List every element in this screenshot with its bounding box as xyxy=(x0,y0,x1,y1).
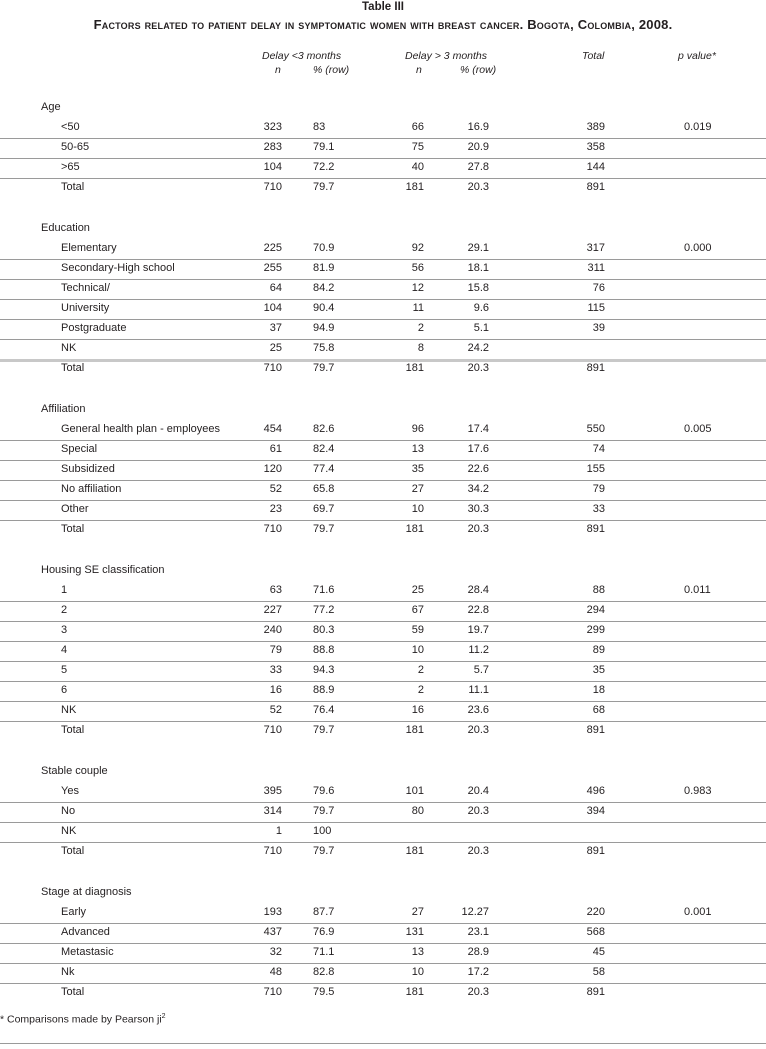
cell-n-lt3: 52 xyxy=(269,704,282,716)
cell-n-gt3: 27 xyxy=(411,483,424,495)
cell-n-gt3: 181 xyxy=(405,362,424,374)
row-label: 5 xyxy=(61,664,68,676)
header-n-1: n xyxy=(275,64,281,76)
row-label: Yes xyxy=(61,785,79,797)
row-label: Total xyxy=(61,523,85,535)
cell-pct-gt3: 20.4 xyxy=(467,785,489,797)
row-label: Early xyxy=(61,906,87,918)
row-label: Total xyxy=(61,845,85,857)
table-total-row xyxy=(0,721,766,741)
row-label: 1 xyxy=(61,584,68,596)
cell-pct-gt3: 22.6 xyxy=(467,463,489,475)
cell-total: 220 xyxy=(586,906,605,918)
cell-n-gt3: 35 xyxy=(411,463,424,475)
cell-n-lt3: 227 xyxy=(263,604,282,616)
cell-n-lt3: 710 xyxy=(263,845,282,857)
cell-pct-gt3: 12.27 xyxy=(461,906,489,918)
header-delay-gt3: Delay > 3 months xyxy=(405,50,488,62)
cell-n-lt3: 710 xyxy=(263,362,282,374)
cell-total: 891 xyxy=(586,181,605,193)
row-label: 4 xyxy=(61,644,68,656)
cell-n-lt3: 23 xyxy=(269,503,282,515)
row-label: 50-65 xyxy=(61,141,90,153)
table-total-row xyxy=(0,842,766,862)
section-title: Education xyxy=(41,222,90,234)
cell-total: 294 xyxy=(586,604,605,616)
cell-pct-lt3: 84.2 xyxy=(313,282,335,294)
cell-n-lt3: 37 xyxy=(269,322,282,334)
cell-n-gt3: 92 xyxy=(411,242,424,254)
table-row xyxy=(0,782,766,803)
table-row xyxy=(0,480,766,501)
section-title: Stage at diagnosis xyxy=(41,886,132,898)
row-label: Postgraduate xyxy=(61,322,127,334)
table-row xyxy=(0,420,766,441)
table-row xyxy=(0,299,766,320)
cell-n-gt3: 66 xyxy=(411,121,424,133)
cell-pct-lt3: 90.4 xyxy=(313,302,335,314)
table-row xyxy=(0,118,766,139)
cell-pct-gt3: 23.1 xyxy=(467,926,489,938)
cell-pct-lt3: 71.6 xyxy=(313,584,335,596)
cell-n-lt3: 283 xyxy=(263,141,282,153)
cell-pct-gt3: 16.9 xyxy=(467,121,489,133)
cell-n-gt3: 96 xyxy=(411,423,424,435)
table-row xyxy=(0,259,766,280)
cell-total: 89 xyxy=(592,644,605,656)
cell-pct-lt3: 83 xyxy=(313,121,326,133)
footnote-superscript: 2 xyxy=(161,1013,166,1020)
cell-pct-gt3: 17.2 xyxy=(467,966,489,978)
cell-pct-lt3: 71.1 xyxy=(313,946,335,958)
cell-n-lt3: 120 xyxy=(263,463,282,475)
cell-pct-lt3: 79.7 xyxy=(313,523,335,535)
row-label: Nk xyxy=(61,966,75,978)
table-row xyxy=(0,963,766,984)
table-total-row xyxy=(0,983,766,1003)
cell-pct-gt3: 22.8 xyxy=(467,604,489,616)
cell-n-lt3: 240 xyxy=(263,624,282,636)
cell-n-gt3: 10 xyxy=(411,503,424,515)
section-title: Affiliation xyxy=(41,403,86,415)
table-row xyxy=(0,661,766,682)
cell-n-gt3: 16 xyxy=(411,704,424,716)
cell-pct-lt3: 94.9 xyxy=(313,322,335,334)
cell-total: 79 xyxy=(592,483,605,495)
cell-pct-gt3: 24.2 xyxy=(467,342,489,354)
cell-pct-lt3: 77.4 xyxy=(313,463,335,475)
cell-n-lt3: 64 xyxy=(269,282,282,294)
cell-n-gt3: 181 xyxy=(405,986,424,998)
cell-n-lt3: 225 xyxy=(263,242,282,254)
table-row xyxy=(0,460,766,481)
cell-p-value: 0.001 xyxy=(684,906,712,918)
cell-p-value: 0.000 xyxy=(684,242,712,254)
footnote xyxy=(0,1013,166,1026)
cell-total: 74 xyxy=(592,443,605,455)
section-title: Stable couple xyxy=(41,765,108,777)
cell-pct-gt3: 29.1 xyxy=(467,242,489,254)
cell-total: 58 xyxy=(592,966,605,978)
cell-pct-gt3: 19.7 xyxy=(467,624,489,636)
cell-pct-lt3: 81.9 xyxy=(313,262,335,274)
cell-pct-lt3: 79.1 xyxy=(313,141,335,153)
cell-pct-lt3: 76.9 xyxy=(313,926,335,938)
cell-pct-lt3: 79.7 xyxy=(313,724,335,736)
cell-pct-gt3: 17.4 xyxy=(467,423,489,435)
cell-pct-gt3: 15.8 xyxy=(467,282,489,294)
cell-n-gt3: 40 xyxy=(411,161,424,173)
row-label: 2 xyxy=(61,604,68,616)
cell-n-gt3: 59 xyxy=(411,624,424,636)
header-n-2: n xyxy=(416,64,422,76)
cell-n-lt3: 1 xyxy=(275,825,282,837)
cell-total: 891 xyxy=(586,986,605,998)
cell-total: 88 xyxy=(592,584,605,596)
cell-pct-lt3: 76.4 xyxy=(313,704,335,716)
cell-pct-gt3: 23.6 xyxy=(467,704,489,716)
cell-pct-lt3: 69.7 xyxy=(313,503,335,515)
row-label: General health plan - employees xyxy=(61,423,220,435)
table-row xyxy=(0,621,766,642)
cell-n-gt3: 8 xyxy=(417,342,424,354)
header-pct-1: % (row) xyxy=(313,64,350,76)
row-label: Total xyxy=(61,181,85,193)
cell-total: 45 xyxy=(592,946,605,958)
cell-pct-gt3: 30.3 xyxy=(467,503,489,515)
row-label: Total xyxy=(61,986,85,998)
header-pct-2: % (row) xyxy=(460,64,497,76)
cell-total: 891 xyxy=(586,845,605,857)
cell-n-lt3: 104 xyxy=(263,302,282,314)
cell-pct-lt3: 79.6 xyxy=(313,785,335,797)
table-row xyxy=(0,440,766,461)
cell-total: 389 xyxy=(586,121,605,133)
cell-n-gt3: 12 xyxy=(411,282,424,294)
cell-n-lt3: 454 xyxy=(263,423,282,435)
cell-total: 35 xyxy=(592,664,605,676)
cell-pct-gt3: 9.6 xyxy=(473,302,489,314)
cell-pct-lt3: 82.4 xyxy=(313,443,335,455)
cell-total: 891 xyxy=(586,362,605,374)
table-row xyxy=(0,158,766,179)
cell-n-lt3: 193 xyxy=(263,906,282,918)
header-total: Total xyxy=(582,50,605,62)
cell-total: 311 xyxy=(587,262,605,274)
cell-n-lt3: 32 xyxy=(269,946,282,958)
row-label: Advanced xyxy=(61,926,110,938)
cell-pct-gt3: 20.3 xyxy=(467,986,489,998)
table-number: Table III xyxy=(362,1,404,13)
cell-total: 394 xyxy=(586,805,605,817)
cell-n-lt3: 437 xyxy=(263,926,282,938)
cell-pct-gt3: 11.2 xyxy=(468,644,489,656)
row-label: Other xyxy=(61,503,89,515)
table-total-row xyxy=(0,520,766,540)
table-total-row xyxy=(0,359,766,379)
cell-pct-lt3: 88.8 xyxy=(313,644,335,656)
cell-pct-lt3: 94.3 xyxy=(313,664,335,676)
table-total-row xyxy=(0,178,766,198)
table-row xyxy=(0,641,766,662)
cell-n-lt3: 16 xyxy=(269,684,282,696)
cell-n-gt3: 13 xyxy=(411,443,424,455)
cell-p-value: 0.983 xyxy=(684,785,712,797)
cell-pct-lt3: 70.9 xyxy=(313,242,335,254)
row-label: Special xyxy=(61,443,98,455)
cell-total: 39 xyxy=(592,322,605,334)
cell-total: 550 xyxy=(586,423,605,435)
row-label: No affiliation xyxy=(61,483,122,495)
cell-pct-gt3: 18.1 xyxy=(467,262,489,274)
cell-n-lt3: 255 xyxy=(263,262,282,274)
row-label: Metastasic xyxy=(61,946,114,958)
cell-total: 18 xyxy=(592,684,605,696)
row-label: Secondary-High school xyxy=(61,262,175,274)
cell-total: 891 xyxy=(586,724,605,736)
cell-n-lt3: 33 xyxy=(269,664,282,676)
cell-n-lt3: 710 xyxy=(263,986,282,998)
cell-n-gt3: 56 xyxy=(411,262,424,274)
cell-pct-gt3: 20.3 xyxy=(467,724,489,736)
cell-pct-lt3: 79.7 xyxy=(313,362,335,374)
cell-n-gt3: 11 xyxy=(412,302,424,314)
cell-n-gt3: 25 xyxy=(411,584,424,596)
cell-total: 891 xyxy=(586,523,605,535)
cell-pct-lt3: 79.5 xyxy=(313,986,335,998)
cell-n-gt3: 10 xyxy=(411,644,424,656)
table-row xyxy=(0,239,766,260)
cell-pct-lt3: 79.7 xyxy=(313,845,335,857)
table-row xyxy=(0,681,766,702)
footnote-text: * Comparisons made by Pearson ji xyxy=(0,1013,162,1026)
cell-p-value: 0.019 xyxy=(684,121,712,133)
cell-total: 299 xyxy=(586,624,605,636)
table-row xyxy=(0,923,766,944)
cell-total: 76 xyxy=(592,282,605,294)
row-label: Total xyxy=(61,362,85,374)
cell-total: 155 xyxy=(586,463,605,475)
cell-n-gt3: 67 xyxy=(411,604,424,616)
cell-pct-gt3: 34.2 xyxy=(467,483,489,495)
row-label: No xyxy=(61,805,76,817)
cell-p-value: 0.011 xyxy=(684,584,711,596)
cell-total: 568 xyxy=(586,926,605,938)
cell-pct-gt3: 20.3 xyxy=(467,362,489,374)
cell-pct-gt3: 11.1 xyxy=(468,684,489,696)
cell-n-lt3: 52 xyxy=(269,483,282,495)
cell-pct-gt3: 5.1 xyxy=(473,322,489,334)
cell-pct-lt3: 80.3 xyxy=(313,624,335,636)
section-title: Housing SE classification xyxy=(41,564,165,576)
cell-n-gt3: 131 xyxy=(405,926,424,938)
row-label: Elementary xyxy=(61,242,117,254)
cell-n-gt3: 75 xyxy=(411,141,424,153)
cell-n-gt3: 181 xyxy=(405,724,424,736)
row-label: 3 xyxy=(61,624,68,636)
table-row xyxy=(0,802,766,823)
cell-total: 33 xyxy=(592,503,605,515)
table-row xyxy=(0,822,766,843)
cell-n-lt3: 79 xyxy=(269,644,282,656)
cell-n-gt3: 80 xyxy=(411,805,424,817)
cell-pct-gt3: 28.4 xyxy=(467,584,489,596)
row-label: NK xyxy=(61,825,77,837)
row-label: Total xyxy=(61,724,85,736)
table-row xyxy=(0,500,766,521)
cell-n-lt3: 48 xyxy=(269,966,282,978)
cell-pct-gt3: 20.3 xyxy=(467,181,489,193)
cell-pct-gt3: 20.3 xyxy=(467,845,489,857)
bottom-rule xyxy=(0,1043,766,1044)
cell-pct-lt3: 75.8 xyxy=(313,342,335,354)
cell-n-lt3: 61 xyxy=(269,443,282,455)
cell-n-lt3: 104 xyxy=(263,161,282,173)
cell-pct-lt3: 100 xyxy=(313,825,332,837)
table-row xyxy=(0,943,766,964)
cell-n-gt3: 13 xyxy=(411,946,424,958)
cell-pct-gt3: 27.8 xyxy=(467,161,489,173)
cell-pct-gt3: 20.9 xyxy=(467,141,489,153)
cell-pct-lt3: 88.9 xyxy=(313,684,335,696)
cell-n-lt3: 710 xyxy=(263,724,282,736)
table-row xyxy=(0,319,766,340)
cell-total: 68 xyxy=(592,704,605,716)
cell-p-value: 0.005 xyxy=(684,423,712,435)
table-row xyxy=(0,581,766,602)
cell-n-gt3: 181 xyxy=(405,845,424,857)
table-row xyxy=(0,279,766,300)
row-label: 6 xyxy=(61,684,68,696)
cell-pct-gt3: 28.9 xyxy=(467,946,489,958)
cell-pct-lt3: 79.7 xyxy=(313,181,335,193)
cell-n-lt3: 25 xyxy=(269,342,282,354)
cell-total: 115 xyxy=(587,302,605,314)
cell-n-gt3: 101 xyxy=(405,785,424,797)
cell-n-gt3: 2 xyxy=(417,684,424,696)
cell-n-gt3: 27 xyxy=(411,906,424,918)
row-label: <50 xyxy=(61,121,80,133)
row-label: University xyxy=(61,302,110,314)
cell-total: 144 xyxy=(586,161,605,173)
cell-total: 496 xyxy=(586,785,605,797)
cell-pct-lt3: 77.2 xyxy=(313,604,335,616)
cell-n-gt3: 181 xyxy=(405,523,424,535)
cell-n-lt3: 710 xyxy=(263,181,282,193)
cell-total: 358 xyxy=(586,141,605,153)
row-label: Technical/ xyxy=(61,282,110,294)
cell-n-lt3: 314 xyxy=(263,805,282,817)
cell-pct-gt3: 20.3 xyxy=(467,523,489,535)
cell-pct-lt3: 79.7 xyxy=(313,805,335,817)
cell-pct-lt3: 82.6 xyxy=(313,423,335,435)
table-row xyxy=(0,903,766,924)
cell-n-lt3: 323 xyxy=(263,121,282,133)
table-title: Factors related to patient delay in symptomatic women with breast cancer. Bogota, Colombia, 2008. xyxy=(93,17,673,32)
cell-total: 317 xyxy=(586,242,605,254)
row-label: NK xyxy=(61,342,77,354)
cell-n-gt3: 2 xyxy=(417,322,424,334)
cell-pct-lt3: 72.2 xyxy=(313,161,335,173)
cell-n-gt3: 181 xyxy=(405,181,424,193)
cell-n-lt3: 395 xyxy=(263,785,282,797)
cell-pct-gt3: 20.3 xyxy=(467,805,489,817)
row-label: NK xyxy=(61,704,77,716)
section-title: Age xyxy=(41,101,61,113)
header-p-value: p value* xyxy=(678,50,716,62)
table-row xyxy=(0,701,766,722)
table-row xyxy=(0,601,766,622)
row-label: >65 xyxy=(61,161,80,173)
cell-n-lt3: 63 xyxy=(269,584,282,596)
header-delay-lt3: Delay <3 months xyxy=(262,50,342,62)
row-label: Subsidized xyxy=(61,463,115,475)
cell-pct-lt3: 82.8 xyxy=(313,966,335,978)
cell-pct-lt3: 65.8 xyxy=(313,483,335,495)
cell-n-lt3: 710 xyxy=(263,523,282,535)
table-row xyxy=(0,138,766,159)
cell-pct-gt3: 5.7 xyxy=(473,664,489,676)
cell-pct-lt3: 87.7 xyxy=(313,906,335,918)
cell-pct-gt3: 17.6 xyxy=(467,443,489,455)
cell-n-gt3: 10 xyxy=(411,966,424,978)
cell-n-gt3: 2 xyxy=(417,664,424,676)
